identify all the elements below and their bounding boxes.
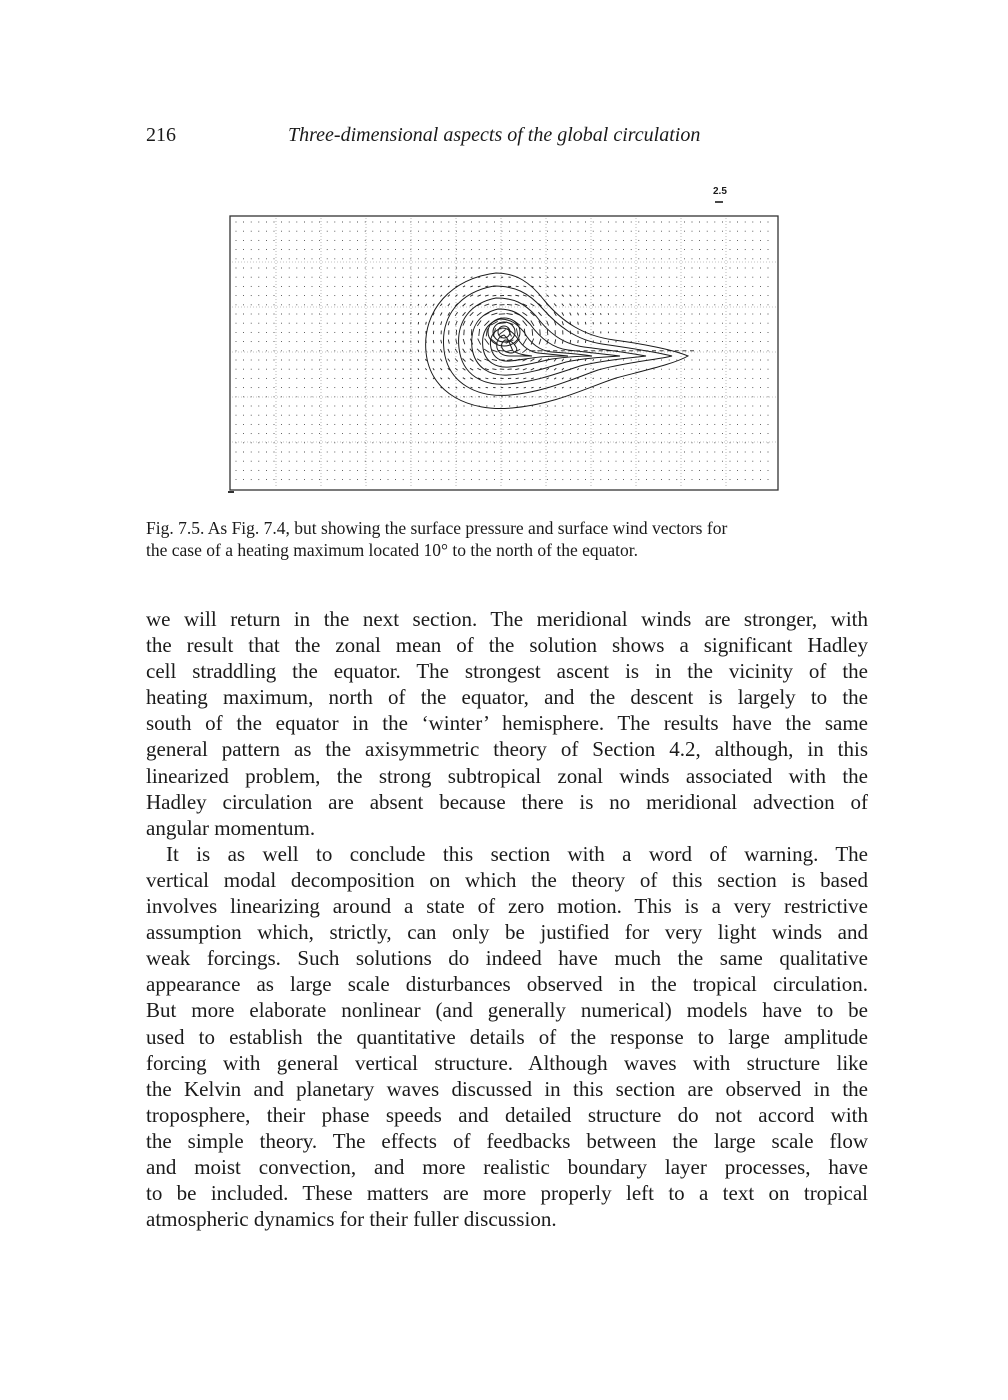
wind-vector [539,277,541,278]
wind-vector [539,286,541,287]
wind-vector [485,295,489,296]
wind-vector [523,378,526,379]
plot-frame [230,216,778,490]
wind-vector [578,277,579,278]
running-head [146,124,866,154]
wind-vector [441,321,442,325]
wind-vector [493,295,497,296]
wind-vector [601,295,602,296]
wind-vector [601,387,602,388]
wind-vector [418,387,419,388]
pressure-wind-plot [226,182,786,498]
wind-vector [530,359,534,362]
wind-vector [426,359,427,361]
wind-vector [395,378,396,379]
wind-vector [601,268,602,269]
wind-vector [608,304,609,305]
pressure-contours [426,273,688,409]
wind-vector [441,277,442,278]
wind-vector [471,387,473,388]
wind-vector [555,268,556,269]
wind-vector [562,312,564,315]
wind-vector [492,304,497,305]
wind-vector [440,313,442,316]
wind-vector [523,295,527,296]
wind-vector [418,268,419,269]
wind-vector [562,304,564,306]
wind-vector [585,286,586,287]
wind-vector [395,397,396,398]
wind-vector [425,295,426,296]
wind-vector [463,387,465,388]
wind-vector [498,330,505,336]
wind-vector [577,304,578,306]
scale-label: 2.5 [713,186,727,197]
paragraph-line: But more elaborate nonlinear (and generally numerical) models have to be [146,998,868,1023]
paragraph-line: Hadley circulation are absent because there is no meridional advection of [146,789,868,814]
wind-vector [578,387,579,388]
figure-7-5 [226,182,786,498]
wind-vector [403,359,404,360]
wind-vector [523,339,527,345]
wind-vector [547,321,549,326]
wind-vector [470,295,473,297]
wind-vector [479,329,480,336]
paragraph-line: used to establish the quantitative details of the response to large amplitude [146,1024,868,1049]
wind-vector [593,313,594,315]
wind-vector [570,387,571,388]
wind-vector [403,304,404,305]
wind-vector [455,368,457,370]
wind-vector [546,368,549,370]
wind-vector [608,397,609,398]
wind-vector [547,277,549,278]
wind-vector [585,397,586,398]
wind-vector [523,369,527,370]
wind-vector [570,268,571,269]
wind-vector [515,295,519,296]
paragraph-line: It is as well to conclude this section with a word of warning. The [166,841,868,866]
wind-vector [608,277,609,278]
wind-vector [531,295,534,296]
wind-vector [411,406,412,407]
wind-vector [470,378,473,379]
wind-vector [532,329,533,336]
wind-vector [418,369,419,370]
wind-vector [426,387,427,388]
wind-vector [395,286,396,287]
paragraph-line: linearized problem, the strong subtropical zonal winds associated with the [146,763,868,788]
wind-vector [426,277,427,278]
wind-vector [577,286,578,287]
wind-vector [585,322,586,325]
wind-vector [456,268,457,269]
wind-vector [433,304,434,306]
wind-vector [448,378,450,379]
wind-vector [470,321,473,326]
wind-vector [522,312,527,315]
wind-vector [441,340,442,344]
wind-vector [539,397,540,398]
wind-vector [448,387,449,388]
wind-vector [562,359,564,362]
wind-vector [403,378,404,379]
wind-vector [562,321,563,325]
wind-vector [554,378,556,379]
wind-vector [516,328,518,336]
wind-vector-grid [236,222,769,480]
wind-vector [570,313,571,316]
wind-vector [554,368,556,370]
wind-vector [486,329,487,337]
paragraph-line: cell straddling the equator. The strongest ascent is in the vicinity of the [146,659,868,684]
wind-vector [456,387,458,388]
wind-vector [593,304,594,306]
wind-vector [570,277,571,278]
caption-line: Fig. 7.5. As Fig. 7.4, but showing the surface pressure and surface wind vectors for [146,518,728,538]
paragraph-line: forcing with general vertical structure. Although waves with structure like [146,1050,868,1075]
wind-vector [555,339,556,343]
caption-line: the case of a heating maximum located 10° to the north of the equator. [146,540,638,560]
wind-vector [562,368,564,370]
wind-vector [463,368,466,370]
wind-vector [531,304,535,306]
wind-vector [507,314,513,315]
wind-vector [478,286,481,287]
wind-vector [403,295,404,296]
wind-vector [470,312,474,316]
wind-vector [395,295,396,296]
wind-vector [507,360,512,361]
wind-vector [440,304,442,306]
wind-vector [470,359,474,362]
wind-vector [403,268,404,269]
wind-vector [593,359,594,361]
wind-vector [608,268,609,269]
wind-vector [426,313,427,315]
wind-vector [601,277,602,278]
wind-vector [531,368,534,370]
wind-vector [478,295,481,296]
wind-vector [411,397,412,398]
wind-vector [562,277,563,278]
wind-vector [411,277,412,278]
wind-vector [470,304,474,306]
wind-vector [554,387,556,388]
wind-vector [441,286,442,287]
wind-vector [463,286,465,287]
wind-vector [478,387,480,388]
paragraph-line: the simple theory. The effects of feedbacks between the large scale flow [146,1128,868,1153]
wind-vector [463,304,466,307]
wind-vector [433,295,434,297]
wind-vector [538,312,541,316]
wind-vector [554,295,556,297]
wind-vector [593,268,594,269]
wind-vector [593,369,594,370]
wind-vector [455,359,458,362]
wind-vector [577,295,578,297]
wind-vector [523,321,527,326]
body-text [146,606,868,1232]
wind-vector [440,368,442,370]
wind-vector [425,304,426,306]
wind-vector [448,340,449,344]
wind-vector [524,387,526,388]
wind-vector [585,277,586,278]
paragraph-line: involves linearizing around a state of zero motion. This is a very restrictive [146,894,868,919]
wind-vector [601,378,602,379]
paragraph-line: vertical modal decomposition on which the theory of this section is based [146,867,868,892]
wind-vector [440,359,442,362]
wind-vector [470,368,473,370]
wind-vector [411,268,412,269]
wind-vector [570,340,571,343]
wind-vector [433,340,434,343]
wind-vector [507,305,512,306]
wind-vector [608,295,609,296]
wind-vector [555,397,556,398]
wind-vector [418,304,419,306]
wind-vector [395,369,396,370]
wind-vector [585,268,586,269]
wind-vector [547,268,548,269]
wind-vector [491,313,497,315]
wind-vector [601,304,602,305]
wind-vector [531,378,534,379]
wind-vector [562,378,564,379]
wind-vector [395,387,396,388]
wind-vector [485,378,488,379]
wind-vector [485,286,488,287]
wind-vector [570,397,571,398]
paragraph-line: the Kelvin and planetary waves discussed in this section are observed in the [146,1076,868,1101]
wind-vector [608,369,609,370]
wind-vector [593,286,594,287]
paragraph-line: heating maximum, north of the equator, and the descent is largely to the [146,685,868,710]
wind-vector [456,277,458,278]
wind-vector [418,350,419,352]
paragraph-line: the result that the zonal mean of the solution shows a significant Hadley [146,633,868,658]
wind-vector [441,397,442,398]
wind-vector [562,286,564,287]
wind-vector [418,277,419,278]
wind-vector [477,312,481,315]
wind-vector [440,378,442,379]
wind-vector [562,295,564,297]
wind-vector [601,286,602,287]
wind-vector [471,277,473,278]
wind-vector [531,387,533,388]
wind-vector [426,397,427,398]
paragraph-line: troposphere, their phase speeds and detailed structure do not accord with [146,1102,868,1127]
wind-vector [403,277,404,278]
wind-vector [616,387,617,388]
wind-vector [516,378,519,379]
wind-vector [539,339,541,345]
wind-vector [456,397,457,398]
wind-vector [485,339,489,345]
wind-vector [410,378,411,379]
wind-vector [570,378,571,379]
wind-vector [570,295,572,297]
wind-vector [433,368,434,370]
wind-vector [425,368,426,370]
wind-vector [463,295,466,297]
wind-vector [477,349,481,353]
wind-vector [577,368,578,370]
wind-vector [433,268,434,269]
wind-vector [463,312,466,316]
wind-vector [441,349,442,352]
wind-vector [448,359,450,362]
wind-vector [601,359,602,360]
wind-vector [433,359,434,361]
wind-vector [562,387,563,388]
wind-vector [585,368,586,370]
wind-vector [601,313,602,315]
page-number: 216 [146,124,176,146]
wind-vector [585,313,586,315]
wind-vector [470,286,472,287]
wind-vector [440,295,442,297]
wind-vector [448,268,449,269]
wind-vector [477,359,481,362]
wind-vector [523,286,526,287]
wind-vector [555,277,556,278]
wind-vector [418,313,419,315]
wind-vector [585,387,586,388]
wind-vector [492,359,497,360]
grid-lines [232,218,776,488]
wind-vector [455,312,457,316]
wind-vector [585,295,586,296]
wind-vector [593,295,594,296]
wind-vector [477,368,481,370]
wind-vector [433,387,434,388]
wind-vector [463,359,466,362]
wind-vector [426,322,427,325]
wind-vector [608,387,609,388]
paragraph-line: and moist convection, and more realistic boundary layer processes, have [146,1154,868,1179]
wind-vector [426,268,427,269]
wind-vector [418,286,419,287]
wind-vector [418,295,419,296]
paragraph-line: to be included. These matters are more properly left to a text on tropical [146,1181,868,1206]
paragraph-line: weak forcings. Such solutions do indeed have much the same qualitative [146,946,868,971]
wind-vector [448,286,450,287]
wind-vector [570,304,572,306]
wind-vector [403,387,404,388]
wind-vector [616,277,617,278]
wind-vector [547,286,549,287]
wind-vector [463,339,465,344]
wind-vector [608,286,609,287]
wind-vector [506,350,513,351]
wind-vector [554,286,556,287]
wind-vector [433,322,434,325]
wind-vector [578,322,579,325]
wind-vector [593,277,594,278]
wind-vector [448,295,450,297]
paragraph-line: angular momentum. [146,815,316,840]
wind-vector [433,286,434,287]
wind-vector [411,387,412,388]
wind-vector [418,378,419,379]
paragraph-line: atmospheric dynamics for their fuller discussion. [146,1207,557,1232]
wind-vector [515,304,520,305]
paragraph-line: south of the equator in the ‘winter’ hemisphere. The results have the same [146,711,868,736]
paragraph-line: general pattern as the axisymmetric theory of Section 4.2, although, in this [146,737,868,762]
wind-vector [585,304,586,306]
paragraph-line: appearance as large scale disturbances observed in the tropical circulation. [146,972,868,997]
wind-vector [410,286,411,287]
wind-vector [593,387,594,388]
wind-vector [448,277,449,278]
wind-vector [593,378,594,379]
wind-vector [562,268,563,269]
wind-vector [585,378,586,379]
wind-vector [515,369,519,370]
wind-vector [426,378,427,379]
wind-vector [403,286,404,287]
wind-vector [463,277,465,278]
paragraph-line: assumption which, strictly, can only be justified for very light winds and [146,920,868,945]
wind-vector [455,295,457,297]
wind-vector [578,313,579,316]
wind-vector [448,321,449,325]
wind-vector [418,359,419,361]
wind-vector [395,277,396,278]
wind-vector [570,286,571,287]
running-title: Three-dimensional aspects of the global circulation [288,124,701,146]
wind-vector [463,378,465,379]
wind-vector [539,387,541,388]
wind-vector [448,304,450,306]
wind-vector [492,369,496,370]
wind-vector [441,268,442,269]
wind-vector [531,277,533,278]
wind-vector [478,339,481,345]
wind-vector [433,277,434,278]
figure-caption [146,517,868,561]
paragraph-line: we will return in the next section. The meridional winds are stronger, with [146,607,868,631]
wind-vector [426,286,427,287]
wind-vector [547,378,549,379]
wind-vector [554,304,556,307]
wind-vector [608,378,609,379]
wind-vector [546,295,548,297]
wind-vector [403,369,404,370]
wind-vector [578,268,579,269]
wind-vector [485,304,490,306]
